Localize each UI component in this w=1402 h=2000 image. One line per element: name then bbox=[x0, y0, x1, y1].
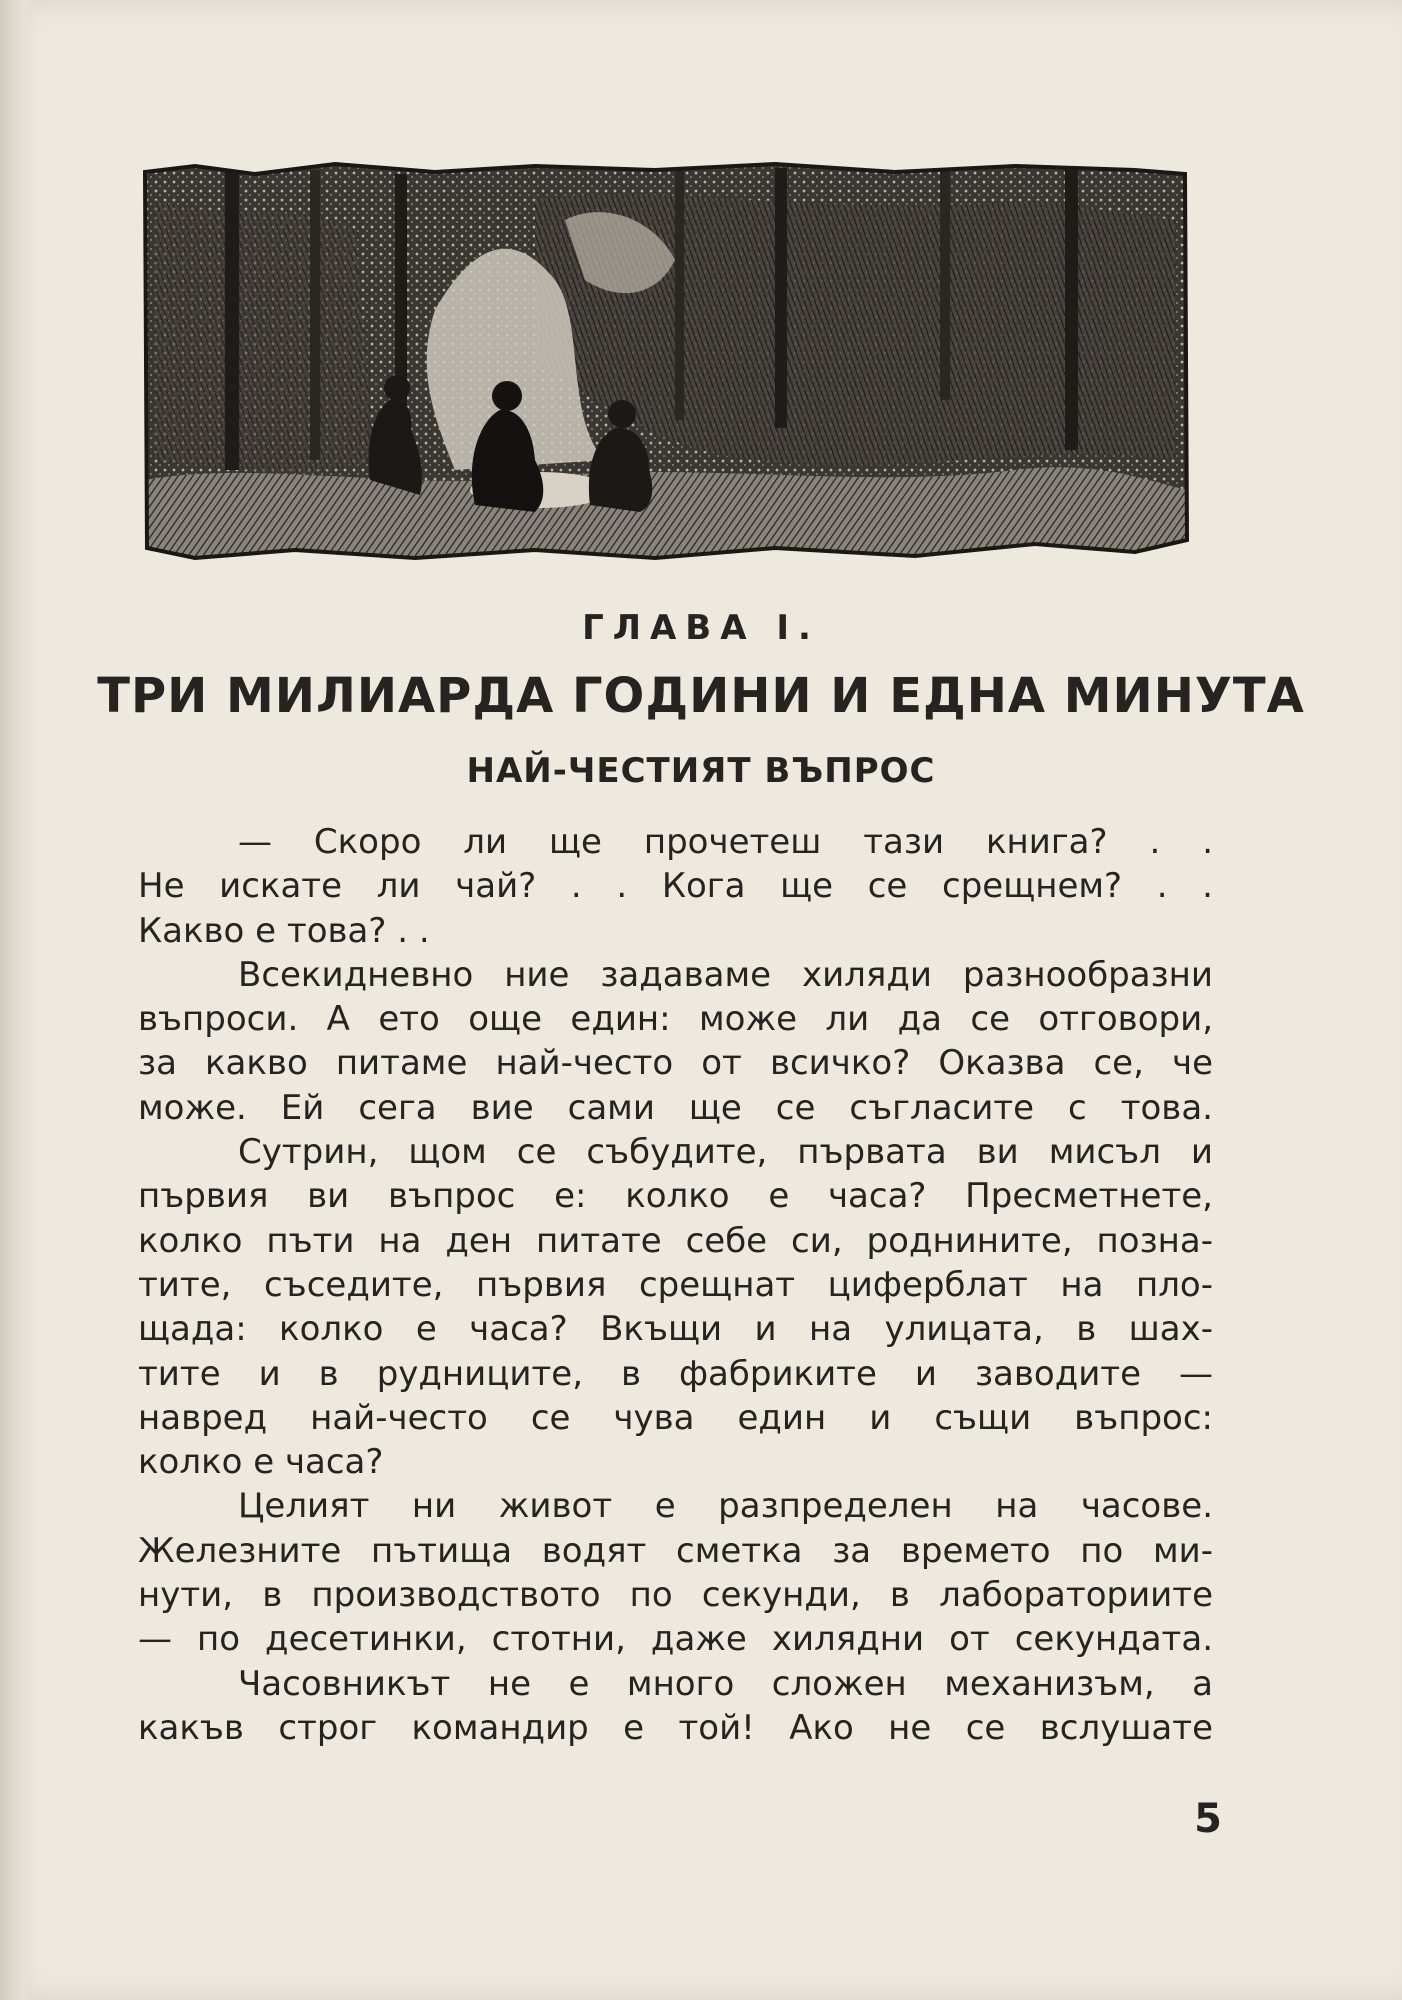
text-line: — Скоро ли ще прочетеш тази книга? . . bbox=[238, 822, 1213, 862]
text-line: Всекидневно ние задаваме хиляди разнообразни bbox=[238, 954, 1213, 995]
text-line: може. Ей сега вие сами ще се съгласите с това. bbox=[138, 1087, 1213, 1128]
text-line: Часовникът не е много сложен механизъм, а bbox=[238, 1663, 1213, 1704]
body-text bbox=[138, 820, 1213, 1750]
section-title: НАЙ-ЧЕСТИЯТ ВЪПРОС bbox=[466, 751, 936, 791]
text-line: — по десетинки, стотни, даже хилядни от секундата. bbox=[138, 1619, 1213, 1660]
text-line: колко е часа? bbox=[138, 1442, 384, 1483]
text-line: за какво питаме най-често от всичко? Оказва се, че bbox=[138, 1043, 1213, 1084]
text-line: какъв строг командир е той! Ако не се вслушате bbox=[138, 1707, 1213, 1748]
text-line: Какво е това? . . bbox=[138, 910, 430, 951]
chapter-title: ТРИ МИЛИАРДА ГОДИНИ И ЕДНА МИНУТА bbox=[97, 668, 1305, 724]
text-line: навред най-често се чува един и същи въпрос: bbox=[138, 1397, 1213, 1438]
text-line: Целият ни живот е разпределен на часове. bbox=[238, 1486, 1213, 1527]
chapter-label: ГЛАВА I. bbox=[582, 608, 820, 648]
page-number: 5 bbox=[1194, 1796, 1222, 1842]
text-line: Не искате ли чай? . . Кога ще се срещнем? . . bbox=[138, 866, 1213, 907]
text-line: първия ви въпрос е: колко е часа? Пресметнете, bbox=[138, 1176, 1213, 1217]
text-line: тите, съседите, първия срещнат циферблат на пло- bbox=[138, 1264, 1213, 1305]
text-line: колко пъти на ден питате себе си, роднините, позна- bbox=[138, 1220, 1213, 1261]
forest-campfire-illustration bbox=[135, 160, 1195, 570]
text-line: Железните пътища водят сметка за времето по ми- bbox=[138, 1530, 1213, 1571]
text-line: щада: колко е часа? Вкъщи и на улицата, в шах- bbox=[138, 1309, 1213, 1350]
text-line: нути, в производството по секунди, в лабораториите bbox=[138, 1575, 1213, 1616]
text-line: Сутрин, щом се събудите, първата ви мисъл и bbox=[238, 1132, 1213, 1173]
text-line: тите и в рудниците, в фабриките и заводите — bbox=[138, 1353, 1213, 1394]
page-spine-shadow bbox=[0, 0, 34, 2000]
forest-campfire-engraving-icon bbox=[135, 160, 1195, 570]
text-line: въпроси. А ето още един: може ли да се отговори, bbox=[138, 999, 1213, 1040]
